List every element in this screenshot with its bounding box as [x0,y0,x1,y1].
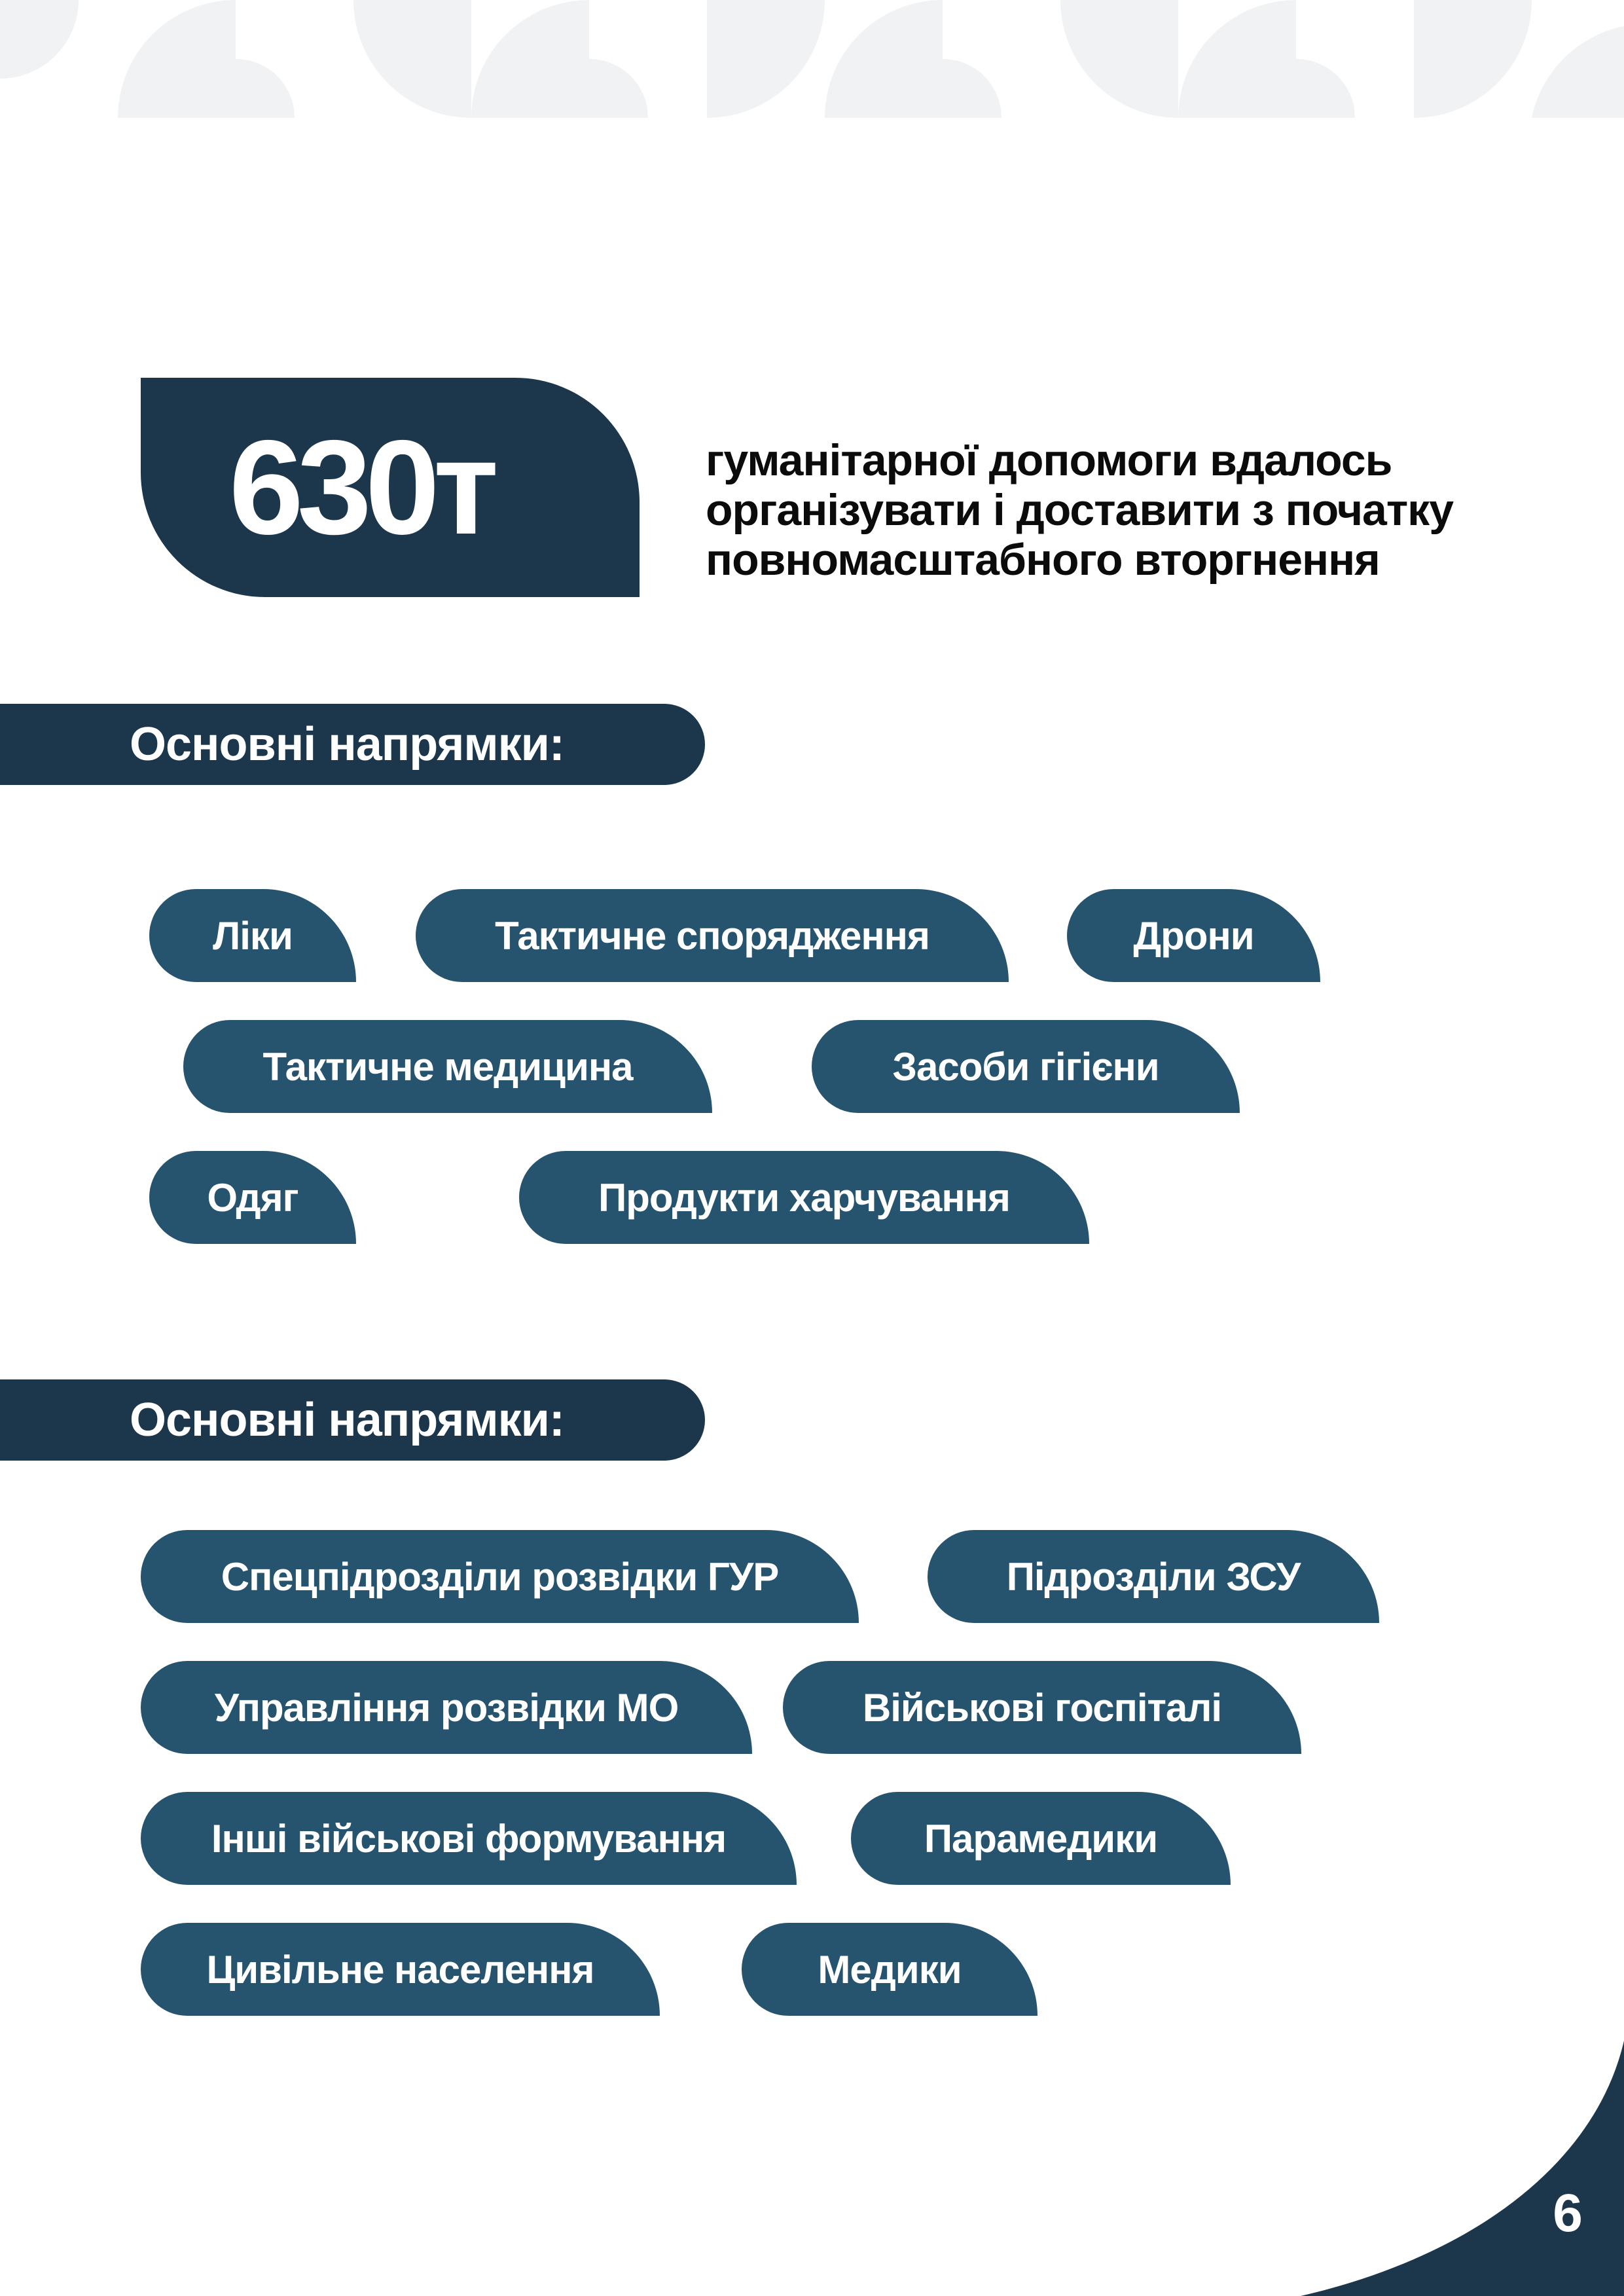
section-header-recipients [0,1379,705,1461]
section-header-directions [0,704,705,785]
stat-value: 630т [228,412,493,562]
tag-tactical-medicine: Тактичне медицина [183,1020,712,1113]
stat-description-line: гуманітарної допомоги вдалось [706,435,1392,485]
stat-description-line: повномасштабного вторгнення [706,535,1380,585]
stat-box [141,378,640,597]
tag-mo-intelligence: Управління розвідки МО [141,1661,752,1754]
section-title: Основні напрямки: [130,718,564,771]
tag-medicines: Ліки [149,889,356,982]
tag-zsu-units: Підрозділи ЗСУ [928,1530,1379,1623]
decorative-pattern [0,0,1624,118]
tag-civilians: Цивільне населення [141,1923,660,2016]
corner-decoration [1301,2041,1624,2296]
tag-clothing: Одяг [149,1151,356,1244]
section-title: Основні напрямки: [130,1394,564,1446]
tag-paramedics: Парамедики [851,1792,1231,1885]
page-number: 6 [1553,2183,1583,2243]
tag-drones: Дрони [1067,889,1320,982]
stat-description-line: організувати і доставити з початку [706,485,1454,535]
tag-hygiene: Засоби гігієни [812,1020,1240,1113]
tag-other-military: Інші військові формування [141,1792,797,1885]
tag-food: Продукти харчування [519,1151,1089,1244]
tag-tactical-gear: Тактичне спорядження [416,889,1009,982]
tag-medics: Медики [742,1923,1038,2016]
tag-military-hospitals: Військові госпіталі [783,1661,1301,1754]
stat-description [706,435,1589,585]
tag-gur-special-units: Спецпідрозділи розвідки ГУР [141,1530,859,1623]
